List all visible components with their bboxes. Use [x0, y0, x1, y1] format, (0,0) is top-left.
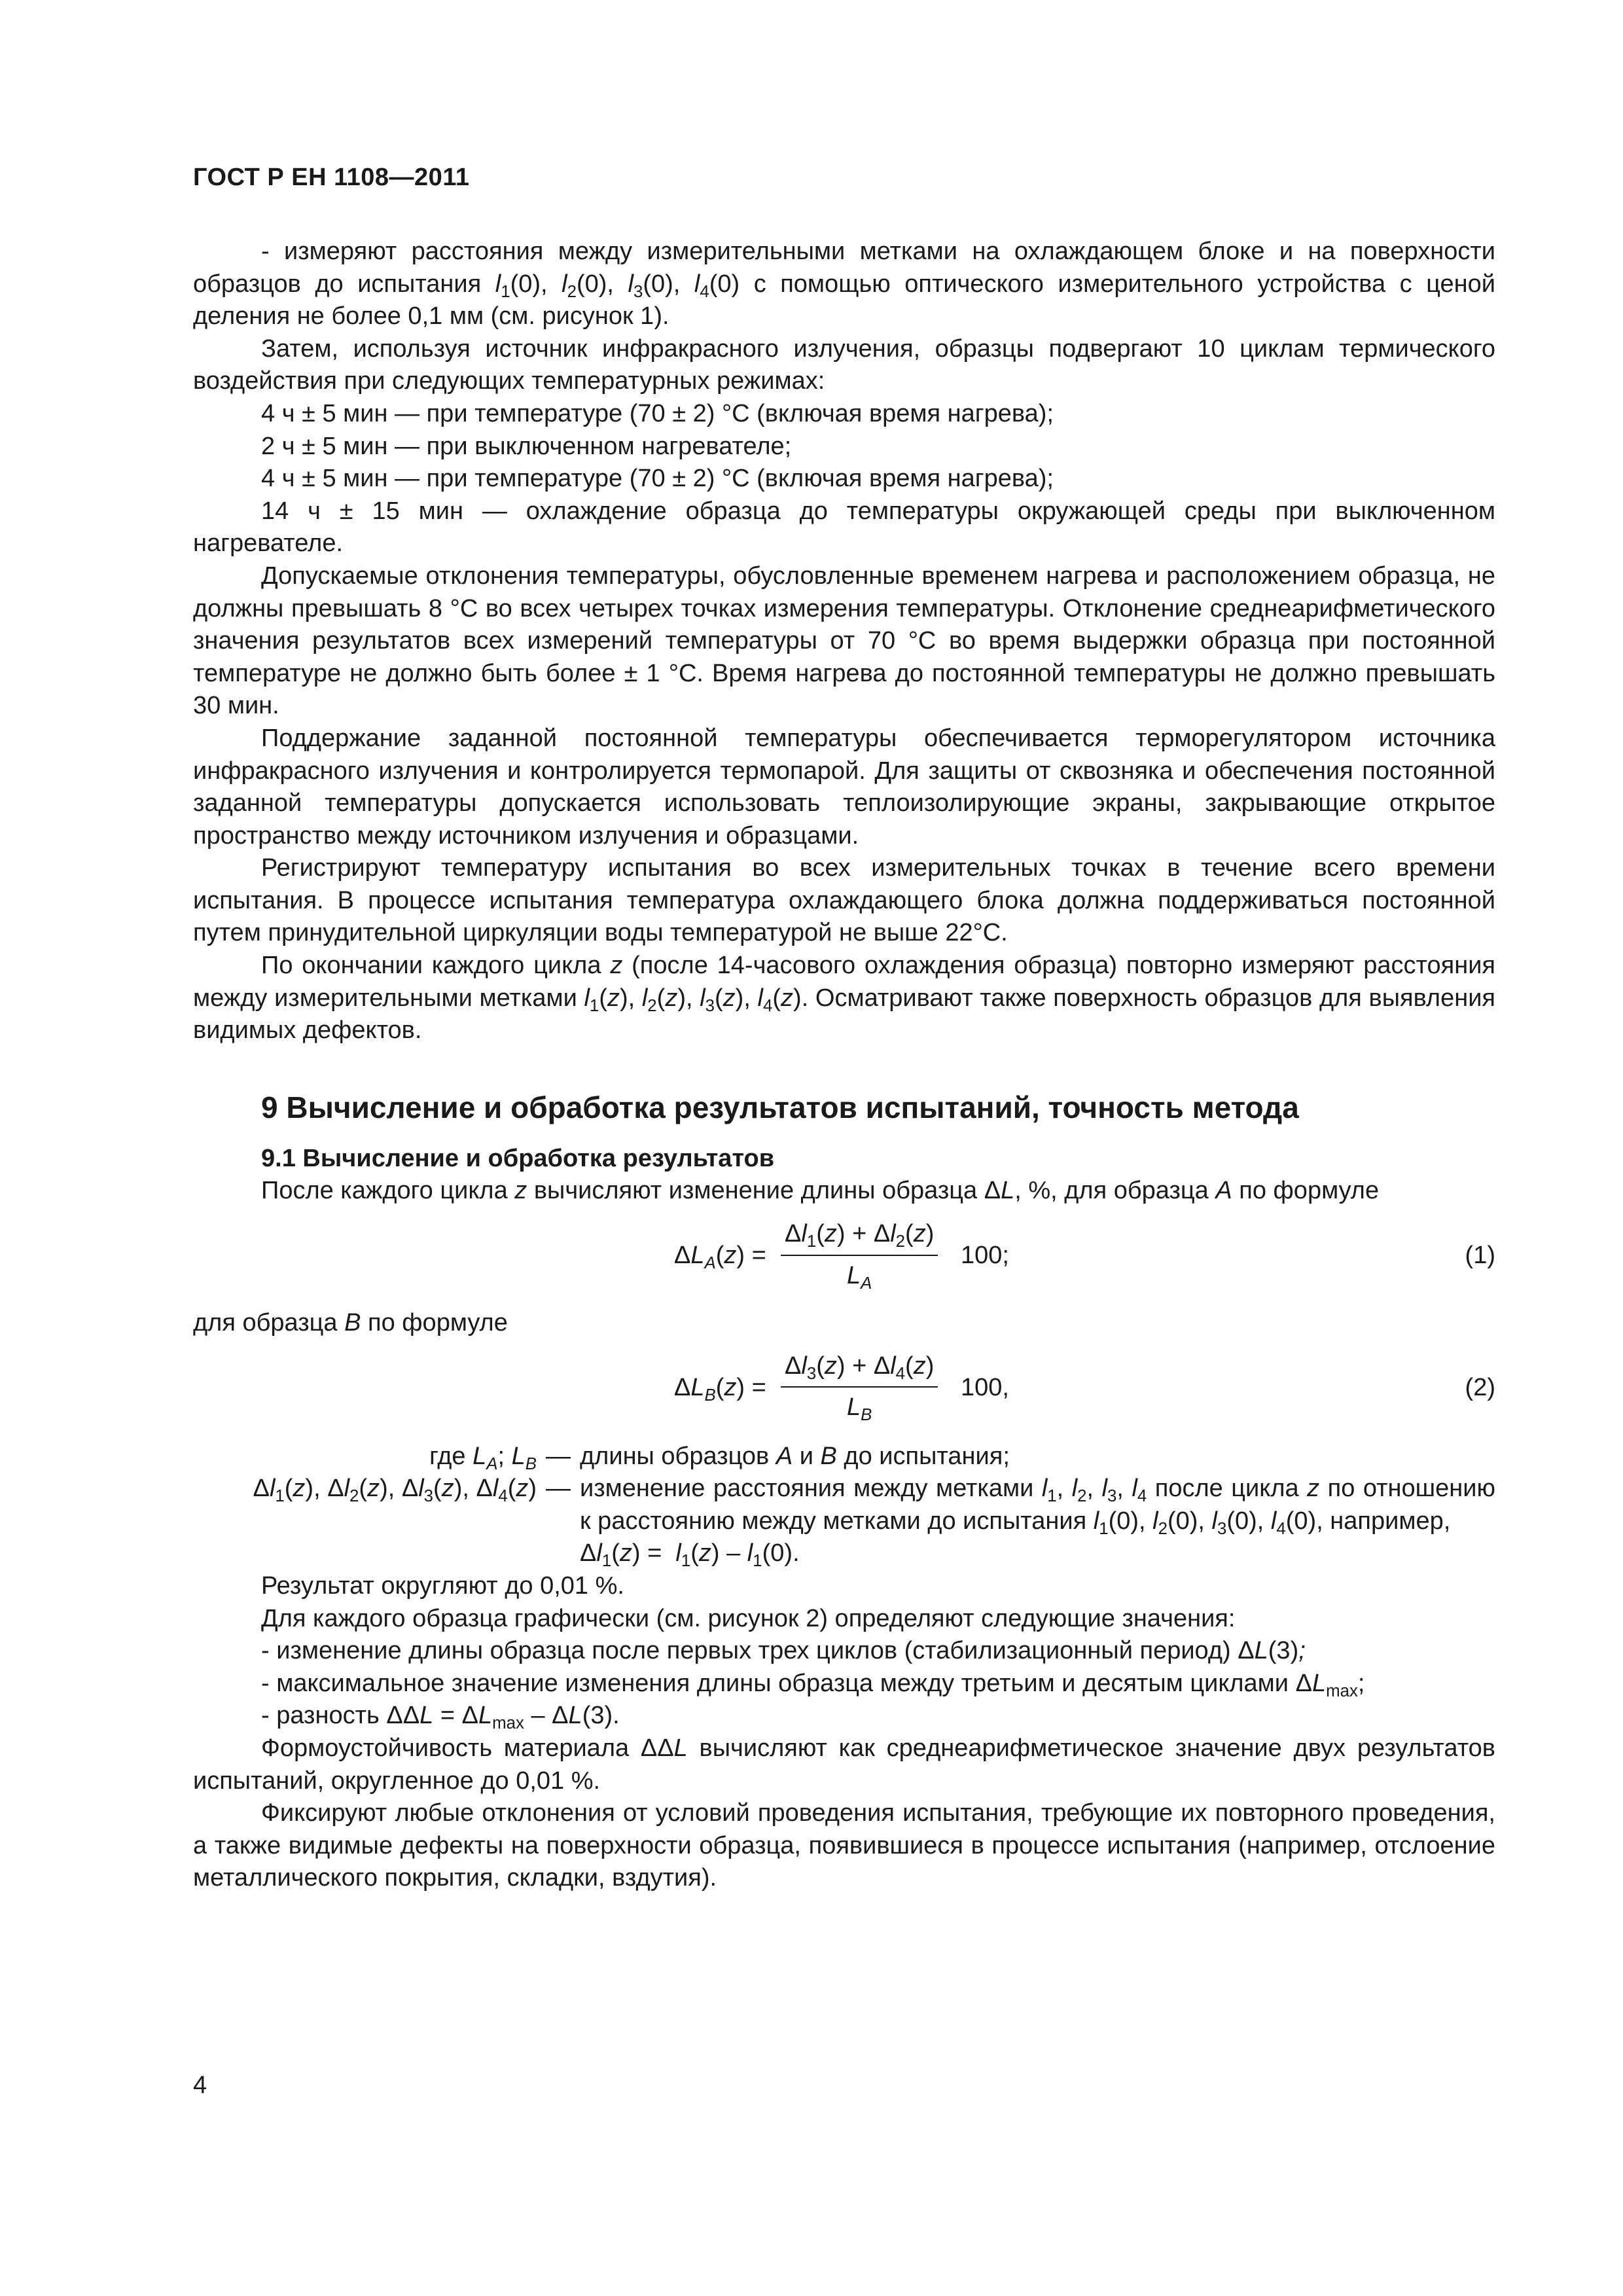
- formula-2-tail: 100,: [961, 1373, 1009, 1401]
- formula-1-number: (1): [1465, 1242, 1495, 1270]
- document-body: [193, 236, 1495, 1895]
- formula-1-fraction: $\frac{\Delta l_1(z) + \Delta l_2(z)}{L_A}$: [781, 1218, 938, 1292]
- definition-term-lengths: где $L_A$; $L_B$: [429, 1442, 537, 1473]
- paragraph-temperature-deviation: Допускаемые отклонения температуры, обусловленные временем нагрева и расположением образца, не должны превышать 8 °С во всех четырех точках измерения температуры. Отклонение среднеарифметического значения результатов всех измерений температуры от 70 °С во время выдержки образца при постоянной температуре не должно быть более ± 1 °С. Время нагрева до постоянной температуры не должно превышать 30 мин.: [193, 562, 1495, 720]
- paragraph-graphic-values: Для каждого образца графически (см. рисунок 2) определяют следующие значения:: [261, 1604, 1236, 1632]
- section-9-1-heading: 9.1 Вычисление и обработка результатов: [261, 1144, 775, 1172]
- page-number: 4: [193, 2072, 207, 2099]
- paragraph-ir-cycles: Затем, используя источник инфракрасного излучения, образцы подвергают 10 циклам термического воздействия при следующих температурных режимах:: [193, 334, 1495, 395]
- value-item-maximum: - максимальное значение изменения длины образца между третьим и десятым циклами $\Delta L_{max}$;: [261, 1669, 1365, 1700]
- paragraph-temperature-control: Поддержание заданной постоянной температуры обеспечивается терморегулятором источника инфракрасного излучения и контролируется термопарой. Для защиты от сквозняка и обеспечения постоянной заданной температуры допускается использовать теплоизолирующие экраны, закрывающие открытое пространство между источником излучения и образцами.: [193, 724, 1495, 850]
- value-item-difference: - разность $\Delta\Delta L = \Delta L_{max} - \Delta L(3)$.: [261, 1702, 620, 1733]
- definition-text-changes: изменение расстояния между метками $l_1$, $l_2$, $l_3$, $l_4$ после цикла z по отношению к расстоянию между метками до испытания $l_1(0)$, $l_2(0)$, $l_3(0)$, $l_4(0)$, например, $\Delta l_1(z) = l_1(z) - l_1(0)$.: [580, 1475, 1495, 1571]
- formula-1: [193, 1218, 1495, 1303]
- value-item-stabilization: - изменение длины образца после первых трех циклов (стабилизационный период) ΔL(3);: [261, 1637, 1306, 1665]
- formula-1-tail: 100;: [961, 1242, 1009, 1270]
- paragraph-formula-2-intro: для образца B по формуле: [193, 1309, 508, 1337]
- paragraph-measure: - измеряют расстояния между измерительными метками на охлаждающем блоке и на поверхности образцов до испытания $l_1(0)$, $l_2(0)$, $l_3(0)$, $l_4(0)$ с помощью оптического измерительного устройства с ценой деления не более 0,1 мм (см. рисунок 1).: [193, 238, 1496, 331]
- section-9-heading: 9 Вычисление и обработка результатов испытаний, точность метода: [261, 1090, 1299, 1124]
- definition-row-lengths: где $L_A$; $L_B$ — длины образцов A и B до испытания;: [193, 1441, 1495, 1473]
- formula-2-fraction: $\frac{\Delta l_3(z) + \Delta l_4(z)}{L_B}$: [781, 1350, 938, 1424]
- formula-definitions: [193, 1441, 1495, 1570]
- regime-line-2: 2 ч ± 5 мин — при выключенном нагревателе;: [261, 432, 792, 460]
- definition-text-lengths: длины образцов A и B до испытания;: [580, 1442, 1010, 1470]
- formula-2: [193, 1350, 1495, 1435]
- paragraph-dimensional-stability: Формоустойчивость материала ΔΔL вычисляют как среднеарифметическое значение двух результатов испытаний, округленное до 0,01 %.: [193, 1734, 1495, 1795]
- document-header: ГОСТ Р ЕН 1108—2011: [193, 164, 470, 191]
- regime-line-3: 4 ч ± 5 мин — при температуре (70 ± 2) °С (включая время нагрева);: [261, 465, 1054, 493]
- regime-line-1: 4 ч ± 5 мин — при температуре (70 ± 2) °С (включая время нагрева);: [261, 399, 1054, 427]
- paragraph-deviations: Фиксируют любые отклонения от условий проведения испытания, требующие их повторного проведения, а также видимые дефекты на поверхности образца, появившиеся в процессе испытания (например, отслоение металлического покрытия, складки, вздутия).: [193, 1799, 1495, 1892]
- definition-row-changes: $\Delta l_1(z)$, $\Delta l_2(z)$, $\Delta l_3(z)$, $\Delta l_4(z)$ — изменение расстояния между метками $l_1$, $l_2$, $l_3$, $l_4$ после цикла z по отношению к расстоянию между метками до испытания $l_1(0)$, $l_2(0)$, $l_3(0)$, $l_4(0)$, например, $\Delta l_1(z) = l_1(z) - l_1(0)$.: [193, 1473, 1495, 1570]
- paragraph-cycle-end: По окончании каждого цикла z (после 14-часового охлаждения образца) повторно измеряют расстояния между измерительными метками $l_1(z)$, $l_2(z)$, $l_3(z)$, $l_4(z)$. Осматривают также поверхность образцов для выявления видимых дефектов.: [193, 952, 1496, 1045]
- formula-2-number: (2): [1465, 1373, 1495, 1401]
- regime-line-4: 14 ч ± 15 мин — охлаждение образца до температуры окружающей среды при выключенном нагревателе.: [193, 497, 1495, 558]
- paragraph-formula-intro: После каждого цикла z вычисляют изменение длины образца ΔL, %, для образца A по формуле: [261, 1177, 1380, 1205]
- definition-term-changes: $\Delta l_1(z)$, $\Delta l_2(z)$, $\Delta l_3(z)$, $\Delta l_4(z)$: [253, 1475, 537, 1505]
- formula-2-lhs: $\Delta L_B(z)$ =: [674, 1373, 766, 1405]
- paragraph-registration: Регистрируют температуру испытания во всех измерительных точках в течение всего времени испытания. В процессе испытания температура охлаждающего блока должна поддерживаться постоянной путем принудительной циркуляции воды температурой не выше 22°С.: [193, 854, 1495, 947]
- paragraph-rounding: Результат округляют до 0,01 %.: [261, 1572, 624, 1600]
- formula-1-lhs: $\Delta L_A(z)$ =: [674, 1242, 766, 1272]
